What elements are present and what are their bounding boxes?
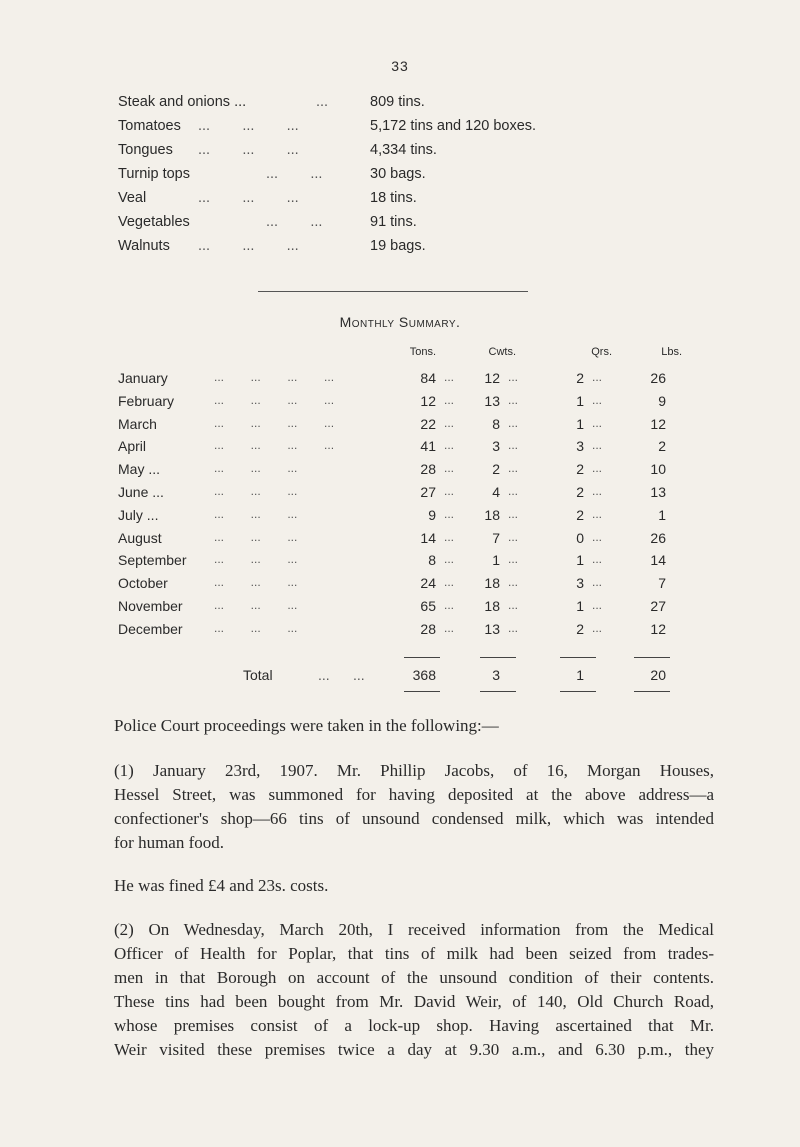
- cell-lbs: 26: [650, 370, 666, 386]
- cell-tons: 41: [420, 438, 436, 455]
- cell-lbs: 10: [650, 461, 666, 478]
- rule-qrs: [560, 657, 596, 658]
- cell-lbs: 27: [650, 598, 666, 614]
- column-header-tons: Tons.: [409, 346, 436, 358]
- paragraph-fine: He was fined £4 and 23s. costs.: [114, 876, 329, 895]
- total-label: Total: [243, 667, 273, 683]
- rule-tons-bottom: [404, 691, 440, 692]
- month-name: February: [118, 392, 175, 409]
- cell-qrs: 2: [576, 506, 584, 523]
- commodity-name: Vegetables: [118, 214, 190, 230]
- commodity-qty: 5,172 tins and 120 boxes.: [370, 118, 537, 134]
- commodity-qty: 91 tins.: [370, 214, 417, 230]
- rule-qrs-bottom: [560, 691, 596, 692]
- cell-cwts: 12: [484, 370, 500, 386]
- summary-row: January ... ... ... ... 84 ... 12 ... 2 ... 26: [118, 370, 666, 386]
- cell-lbs: 7: [658, 575, 666, 592]
- cell-tons: 12: [420, 392, 436, 409]
- section-divider: [258, 291, 528, 292]
- cell-qrs: 2: [576, 461, 584, 478]
- commodity-qty: 30 bags.: [370, 166, 426, 182]
- commodity-name: Steak and onions ...: [118, 94, 247, 110]
- cell-qrs: 3: [576, 575, 584, 592]
- month-name: May ...: [118, 461, 161, 478]
- month-name: June ...: [118, 484, 164, 500]
- cell-cwts: 7: [492, 529, 500, 546]
- month-name: December: [118, 620, 183, 637]
- total-qrs: 1: [576, 667, 584, 683]
- month-name: October: [118, 575, 168, 592]
- summary-row: June ... ... ... ... 27 ... 4 ... 2 ... 13: [118, 484, 666, 500]
- column-header-cwts: Cwts.: [488, 346, 516, 358]
- cell-lbs: 14: [650, 552, 666, 569]
- rule-cwts-bottom: [480, 691, 516, 692]
- summary-row: August ... ... ... 14 ... 7 ... 0 ... 26: [118, 529, 666, 546]
- cell-cwts: 18: [484, 598, 500, 614]
- cell-tons: 28: [420, 461, 436, 478]
- commodity-name: Turnip tops: [118, 166, 190, 182]
- cell-qrs: 1: [576, 598, 584, 614]
- month-name: March: [118, 415, 157, 432]
- cell-lbs: 12: [650, 620, 666, 637]
- rule-lbs-bottom: [634, 691, 670, 692]
- commodity-name: Tongues: [118, 142, 173, 158]
- commodity-name: Walnuts: [118, 238, 170, 254]
- cell-qrs: 1: [576, 415, 584, 432]
- month-name: July ...: [118, 506, 159, 523]
- cell-tons: 22: [420, 415, 436, 432]
- rule-lbs: [634, 657, 670, 658]
- cell-qrs: 1: [576, 392, 584, 409]
- commodity-qty: 19 bags.: [370, 238, 426, 254]
- month-name: January: [118, 370, 168, 386]
- total-tons: 368: [412, 667, 436, 683]
- summary-row: October ... ... ... 24 ... 18 ... 3 ... 7: [118, 575, 666, 592]
- summary-row: April ... ... ... ... 41 ... 3 ... 3 ... 2: [118, 438, 666, 455]
- cell-qrs: 0: [576, 529, 584, 546]
- summary-row: December ... ... ... 28 ... 13 ... 2 ... 12: [118, 620, 666, 637]
- cell-cwts: 2: [492, 461, 500, 478]
- cell-cwts: 1: [492, 552, 500, 569]
- month-name: August: [118, 529, 162, 546]
- cell-cwts: 18: [484, 506, 500, 523]
- summary-title: Monthly Summary.: [339, 314, 461, 330]
- cell-lbs: 13: [650, 484, 666, 500]
- rule-tons: [404, 657, 440, 658]
- commodity-qty: 18 tins.: [370, 190, 417, 206]
- cell-qrs: 2: [576, 484, 584, 500]
- month-name: November: [118, 598, 183, 614]
- cell-qrs: 2: [576, 370, 584, 386]
- paragraph-case-1: (1) January 23rd, 1907. Mr. Phillip Jacobs, of 16, Morgan Houses, Hessel Street, was summoned for having deposited at the above address—a confectioner's shop—66 tins of unsound condensed milk, which was intended for human food.: [114, 761, 714, 852]
- summary-row: February ... ... ... ... 12 ... 13 ... 1 ... 9: [118, 392, 666, 409]
- cell-qrs: 3: [576, 438, 584, 455]
- cell-tons: 28: [420, 620, 436, 637]
- cell-cwts: 13: [484, 392, 500, 409]
- paragraph-case-2: (2) On Wednesday, March 20th, I received information from the Medical Officer of Health for Poplar, that tins of milk had been seized from trades- men in that Borough on account of the unsound condition of their contents. These tins had been bought from Mr. David Weir, of 140, Old Church Road, whose premises consist of a lock-up shop. Having ascertained that Mr. Weir visited these premises twice a day at 9.30 a.m., and 6.30 p.m., they: [114, 920, 714, 1059]
- paragraph-intro: Police Court proceedings were taken in the following:—: [114, 716, 499, 735]
- cell-cwts: 4: [492, 484, 500, 500]
- column-header-qrs: Qrs.: [591, 346, 612, 358]
- cell-cwts: 18: [484, 575, 500, 592]
- cell-qrs: 1: [576, 552, 584, 569]
- total-cwts: 3: [492, 667, 500, 683]
- cell-tons: 14: [420, 529, 436, 546]
- cell-tons: 8: [428, 552, 436, 569]
- summary-row: March ... ... ... ... 22 ... 8 ... 1 ... 12: [118, 415, 666, 432]
- summary-row: November ... ... ... 65 ... 18 ... 1 ... 27: [118, 598, 666, 614]
- cell-lbs: 2: [658, 438, 666, 455]
- month-name: September: [118, 552, 187, 569]
- summary-row: July ... ... ... ... 9 ... 18 ... 2 ... 1: [118, 506, 666, 523]
- rule-cwts: [480, 657, 516, 658]
- cell-lbs: 9: [658, 392, 666, 409]
- cell-tons: 84: [420, 370, 436, 386]
- cell-cwts: 8: [492, 415, 500, 432]
- summary-row: May ... ... ... ... 28 ... 2 ... 2 ... 10: [118, 461, 666, 478]
- cell-qrs: 2: [576, 620, 584, 637]
- cell-tons: 65: [420, 598, 436, 614]
- cell-lbs: 26: [650, 529, 666, 546]
- cell-lbs: 1: [658, 506, 666, 523]
- cell-tons: 24: [420, 575, 436, 592]
- cell-lbs: 12: [650, 415, 666, 432]
- cell-tons: 27: [420, 484, 436, 500]
- page-number: 33: [391, 58, 409, 74]
- commodity-qty: 4,334 tins.: [370, 142, 437, 158]
- summary-row: September ... ... ... 8 ... 1 ... 1 ... 14: [118, 552, 666, 569]
- commodity-name: Tomatoes: [118, 118, 181, 134]
- cell-cwts: 3: [492, 438, 500, 455]
- cell-cwts: 13: [484, 620, 500, 637]
- commodity-name: Veal: [118, 190, 147, 206]
- month-name: April: [118, 438, 147, 455]
- commodity-qty: 809 tins.: [370, 94, 425, 110]
- column-header-lbs: Lbs.: [661, 346, 682, 358]
- cell-tons: 9: [428, 506, 436, 523]
- total-lbs: 20: [650, 667, 666, 683]
